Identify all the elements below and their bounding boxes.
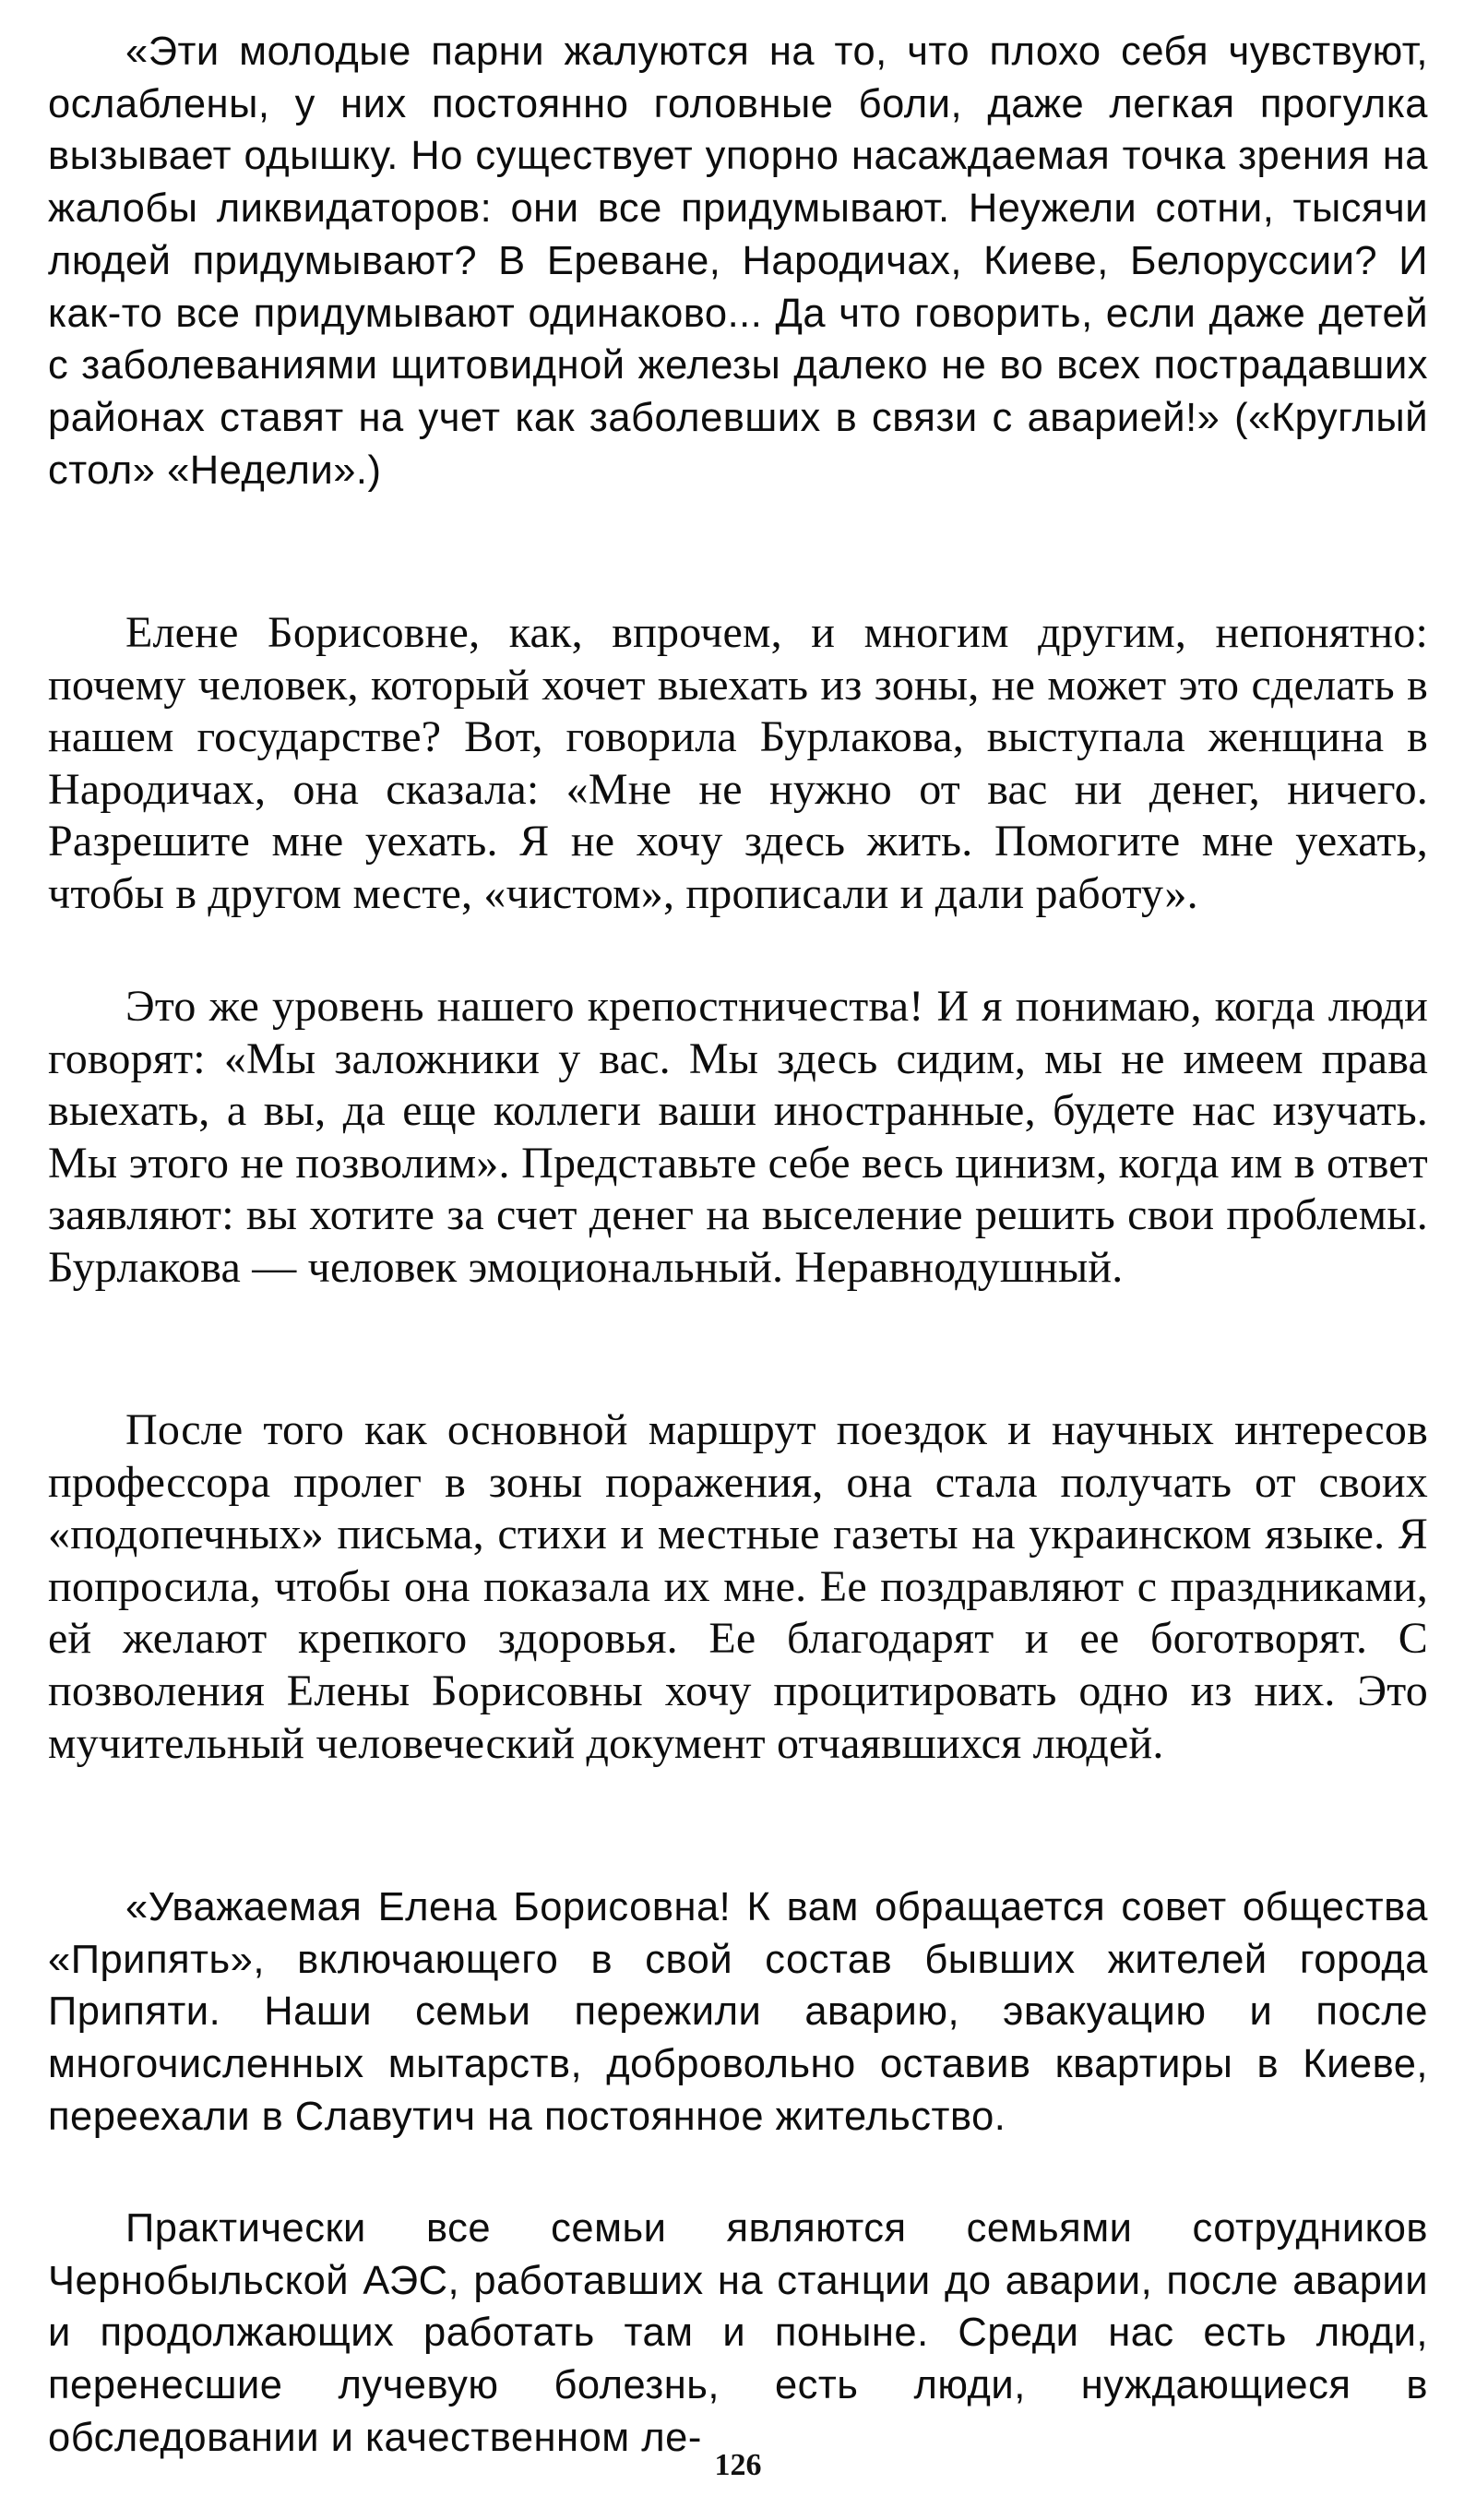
paragraph-letter-families: Практически все семьи являются семьями сотрудников Чернобыльской АЭС, работавших на станции до аварии, после аварии и продолжающих работать там и поныне. Среди нас есть люди, перенесшие лучевую болезнь, есть люди, нуждающиеся в обследовании и качественном ле- [48, 2206, 1428, 2460]
paragraph-letter-greeting: «Уважаемая Елена Борисовна! К вам обращается совет общества «Припять», включающего в свой состав бывших жителей города Припяти. Наши семьи пережили аварию, эвакуацию и после многочисленных мытарств, добровольно оставив квартиры в Киеве, переехали в Славутич на постоянное жительство. [48, 1885, 1428, 2139]
page-number: 126 [714, 2448, 762, 2482]
book-page [48, 26, 1428, 2517]
paragraph-serfdom: Это же уровень нашего крепостничества! И я понимаю, когда люди говорят: «Мы заложники у вас. Мы здесь сидим, мы не имеем права выехать, а вы, да еще коллеги ваши иностранные, будете нас изучать. Мы этого не позволим». Представьте себе весь цинизм, когда им в ответ заявляют: вы хотите за счет денег на выселение решить свои проблемы. Бурлакова — человек эмоциональный. Неравнодушный. [48, 982, 1428, 1292]
paragraph-quote-round-table: «Эти молодые парни жалуются на то, что плохо себя чувствуют, ослаблены, у них постоянно головные боли, даже легкая прогулка вызывает одышку. Но существует упорно насаждаемая точка зрения на жалобы ликвидаторов: они все придумывают. Неужели сотни, тысячи людей придумывают? В Ереване, Народичах, Киеве, Белоруссии? И как-то все придумывают одинаково... Да что говорить, если даже детей с заболеваниями щитовидной железы далеко не во всех пострадавших районах ставят на учет как заболевших в связи с аварией!» («Круглый стол» «Недели».) [48, 30, 1428, 493]
paragraph-elena-borisovna: Елене Борисовне, как, впрочем, и многим другим, непонятно: почему человек, который хочет выехать из зоны, не может это сделать в нашем государстве? Вот, говорила Бурлакова, выступала женщина в Народичах, она сказала: «Мне не нужно от вас ни денег, ничего. Разрешите мне уехать. Я не хочу здесь жить. Помогите мне уехать, чтобы в другом месте, «чистом», прописали и дали работу». [48, 608, 1428, 918]
paragraph-letters: После того как основной маршрут поездок и научных интересов профессора пролег в зоны поражения, она стала получать от своих «подопечных» письма, стихи и местные газеты на украинском языке. Я попросила, чтобы она показала их мне. Ее поздравляют с праздниками, ей желают крепкого здоровья. Ее благодарят и ее боготворят. С позволения Елены Борисовны хочу процитировать одно из них. Это мучительный человеческий документ отчаявшихся людей. [48, 1405, 1428, 1768]
